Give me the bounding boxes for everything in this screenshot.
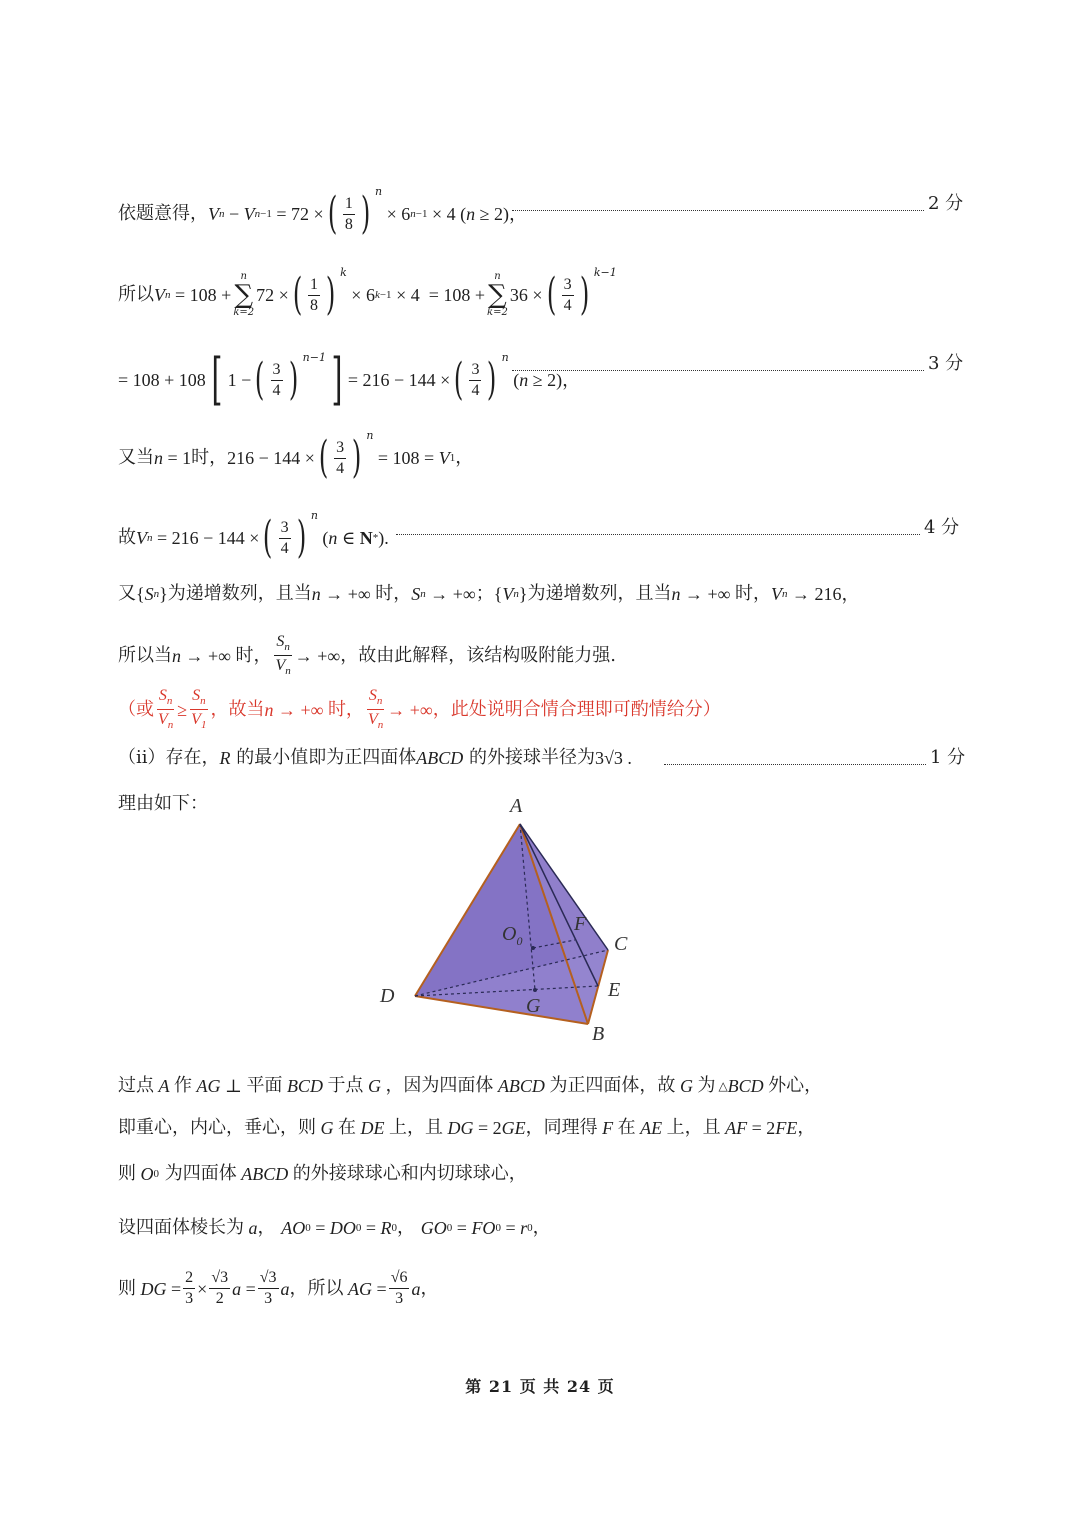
- text: 即重心，内心，垂心，则: [118, 1117, 316, 1138]
- text: 在: [338, 1117, 356, 1138]
- text: 则: [118, 1163, 136, 1184]
- dotted-leader: [664, 764, 926, 765]
- text: 的外接球半径为: [468, 747, 595, 768]
- text: 又当: [118, 447, 154, 468]
- text: 的最小值即为正四面体: [236, 747, 417, 768]
- text: 为: [697, 1075, 716, 1096]
- score-2: 2 分: [928, 193, 964, 214]
- label-o0: $O_0$: [502, 923, 523, 948]
- text: 作: [174, 1075, 192, 1096]
- text: 理由如下：: [118, 793, 208, 814]
- text: 于点: [327, 1075, 364, 1096]
- text: 的外接球球心和内切球球心，: [292, 1163, 527, 1184]
- text: 又: [118, 583, 136, 604]
- line-1: 依题意得， V n − V n −1 = 72 × ( $\frac{1}{8}$ ) n × 6 n −1 × 4 ( n ≥ 2)，: [118, 185, 528, 239]
- text: 所以当: [118, 644, 172, 666]
- label-f: F: [574, 913, 587, 935]
- text: 故: [118, 527, 136, 548]
- label-g: G: [526, 995, 541, 1017]
- text: 时，: [735, 583, 772, 604]
- label-e: E: [608, 979, 621, 1001]
- text: 则: [118, 1277, 136, 1299]
- text: 为正四面体，故: [549, 1075, 676, 1096]
- text: ，此处说明合情合理即可酌情给分）: [432, 698, 721, 720]
- label-d: D: [380, 985, 395, 1007]
- score-3: 3 分: [928, 353, 964, 374]
- line-13: 则 O 0 为四面体 ABCD 的外接球球心和内切球球心，: [118, 1163, 527, 1184]
- score-4: 4 分: [924, 517, 960, 538]
- text: ，所以: [289, 1277, 344, 1299]
- text: 外心，: [768, 1075, 823, 1096]
- line-6: 又 { S n } 为递增数列，且当 n → +∞ 时， S n → +∞ ； { V n } 为递增数列，且当 n → +∞ 时， V n → 216，: [118, 583, 860, 604]
- line-5: 故 V n = 216 − 144 × ( $\frac{3}{4}$ ) n ( n ∈ N * ).: [118, 509, 389, 563]
- tetrahedron-figure: [370, 790, 670, 1050]
- text: ；: [475, 583, 494, 604]
- line-11: 过点 A 作 AG ⊥ 平面 BCD 于点 G ，因为四面体 ABCD 为正四面体，故 G 为 △ BCD 外心，: [118, 1075, 823, 1096]
- text: ，因为四面体: [385, 1075, 494, 1096]
- text: 依题意得，: [118, 203, 208, 224]
- text: 上，且: [389, 1117, 443, 1138]
- page-footer: 第 21 页 共 24 页: [465, 1377, 615, 1396]
- text: （ii）存在，: [118, 747, 220, 768]
- dotted-leader: [512, 370, 924, 371]
- text: （或: [118, 698, 154, 720]
- text: 所以: [118, 284, 154, 305]
- line-3: = 108 + 108 [ 1 − ( $\frac{3}{4}$ ) n−1 ] = 216 − 144 × ( $\frac{3}{4}$ ) n ( n ≥ 2)，: [118, 347, 581, 412]
- text: 平面: [246, 1075, 283, 1096]
- line-9: （ii）存在， R 的最小值即为正四面体 ABCD 的外接球半径为 3√3 .: [118, 747, 632, 768]
- text: 时，: [191, 447, 228, 468]
- dotted-leader: [512, 210, 924, 211]
- line-14: 设四面体棱长为 a ， AO 0 = DO 0 = R 0 ， GO 0 = FO 0 = r 0 ，: [118, 1217, 551, 1238]
- text: 时，: [375, 583, 412, 604]
- line-7: 所以当 n → +∞ 时， $\frac{S_n}{V_n}$ → +∞ ，故由此解释，该结构吸附能力强.: [118, 633, 616, 678]
- line-15: 则 DG = $\frac{2}{3}$ × $\frac{√3}{2}$ a = $\frac{√3}{3}$ a ，所以 AG = $\frac{√6}{3}$ a ，: [118, 1269, 439, 1307]
- text: 为递增数列，且当: [167, 583, 312, 604]
- text: 为四面体: [164, 1163, 237, 1184]
- line-4: 又当 n = 1 时， 216 − 144 × ( $\frac{3}{4}$ ) n = 108 = V 1 ，: [118, 429, 474, 483]
- label-a: A: [510, 795, 523, 817]
- text: 设四面体棱长为: [118, 1217, 244, 1238]
- text: 上，且: [666, 1117, 721, 1138]
- label-c: C: [614, 933, 628, 955]
- text: 过点: [118, 1075, 154, 1096]
- text: ，故由此解释，该结构吸附能力强.: [340, 644, 616, 666]
- line-8-note: （或 $\frac{S_n}{V_n}$ ≥ $\frac{S_n}{V_1}$ ，故当 n → +∞ 时， $\frac{S_n}{V_n}$ → +∞ ，此处说明合情合理即可酌情给分）: [118, 687, 721, 732]
- text: 时，: [327, 698, 364, 720]
- line-12: 即重心，内心，垂心，则 G 在 DE 上，且 DG = 2 GE ，同理得 F 在 AE 上，且 AF = 2 FE ，: [118, 1117, 816, 1138]
- text: ，故当: [210, 698, 265, 720]
- text: ，同理得: [525, 1117, 598, 1138]
- line-10: [118, 792, 208, 816]
- text: 在: [617, 1117, 636, 1138]
- label-b: B: [592, 1023, 605, 1045]
- text: 为递增数列，且当: [527, 583, 672, 604]
- text: 时，: [235, 644, 272, 666]
- dotted-leader: [396, 534, 920, 535]
- line-2: 所以 V n = 108 + n ∑ k=2 72 × ( $\frac{1}{8}$ ) k × 6 k −1 × 4 = 108 + n ∑ k=2 36 × ( $\frac{3}{4}$ ) k−1: [118, 266, 617, 320]
- score-1: 1 分: [930, 747, 966, 768]
